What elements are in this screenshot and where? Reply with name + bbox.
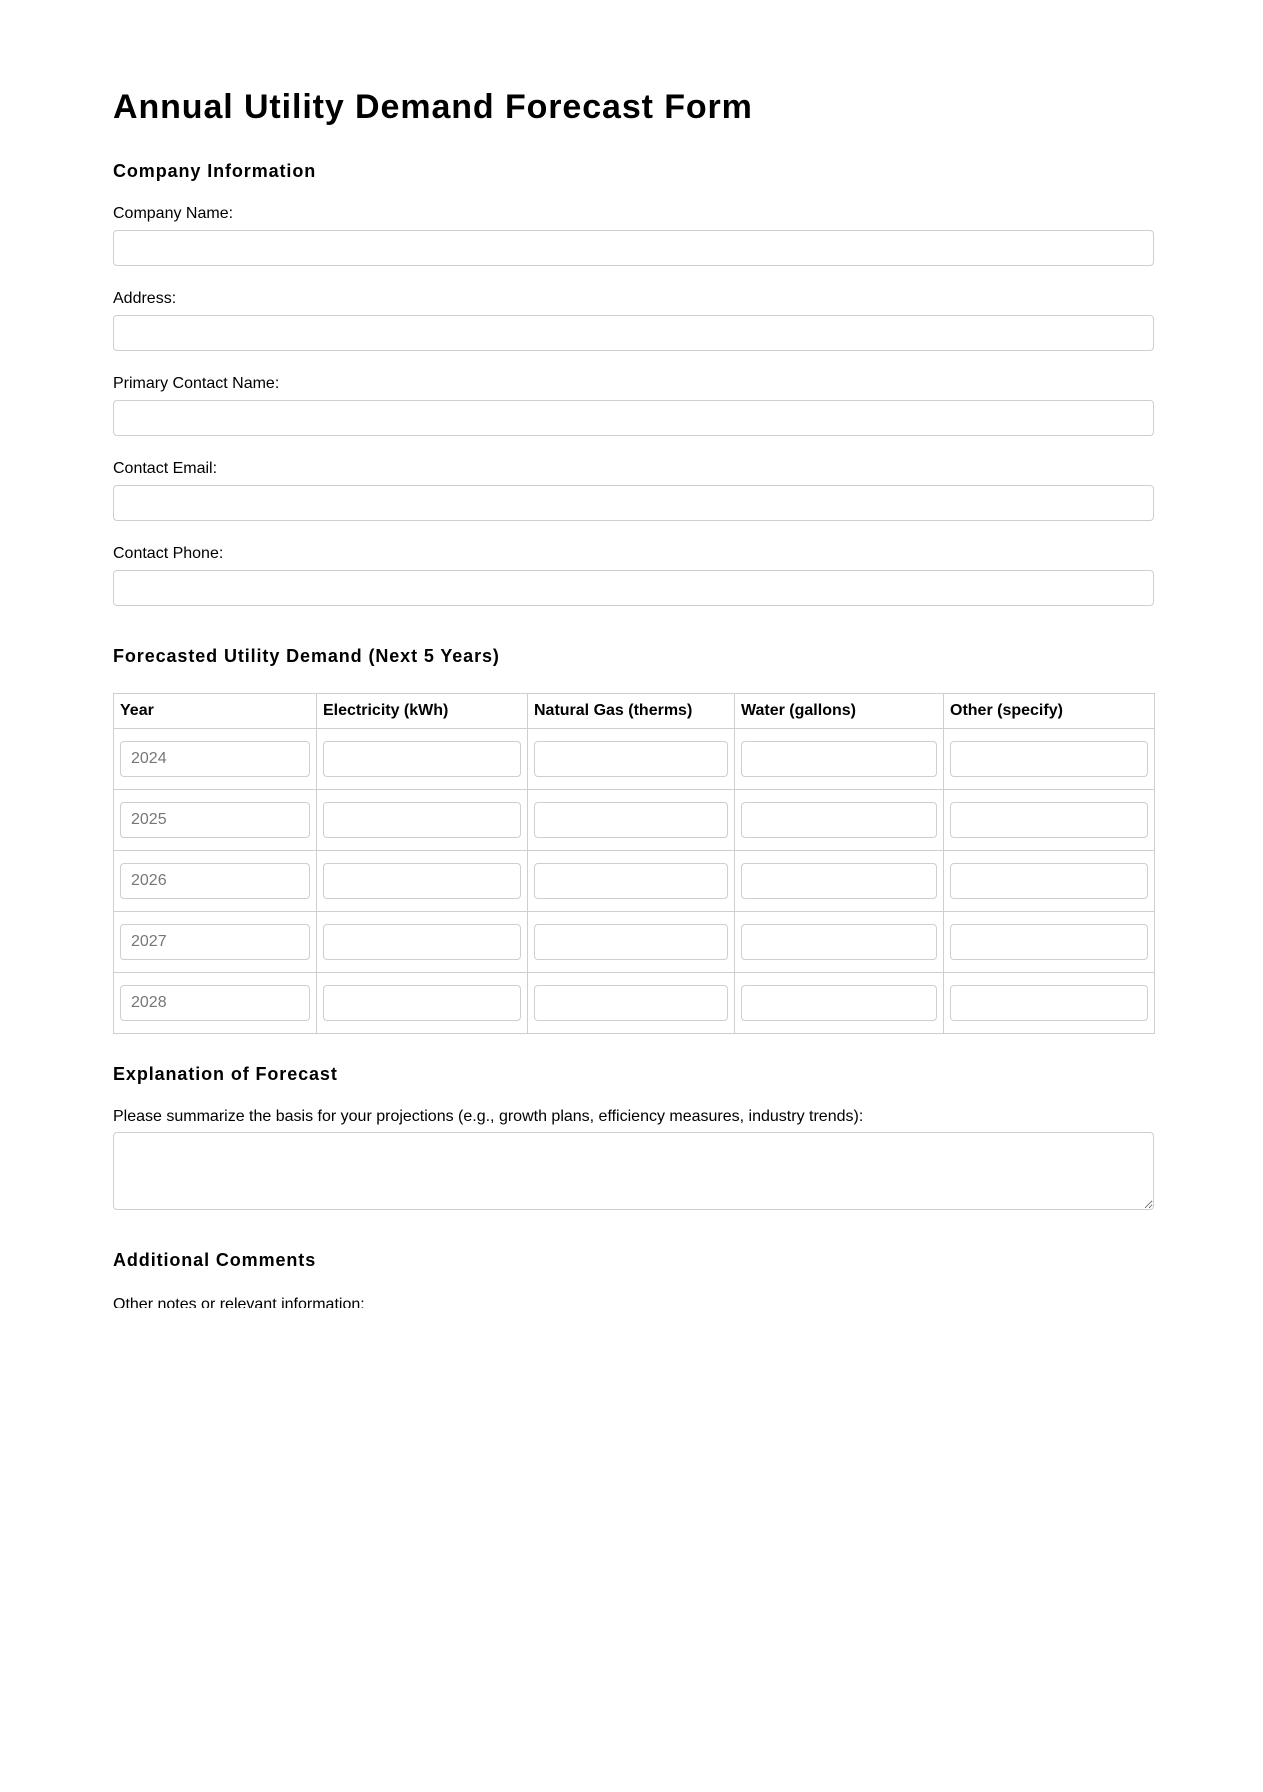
col-header-other: Other (specify) xyxy=(944,694,1155,729)
explanation-prompt: Please summarize the basis for your projections (e.g., growth plans, efficiency measures, industry trends): xyxy=(113,1108,864,1125)
table-row xyxy=(114,729,1155,790)
forecast-heading: Forecasted Utility Demand (Next 5 Years) xyxy=(113,646,500,666)
water-input[interactable] xyxy=(741,802,937,838)
water-input[interactable] xyxy=(741,985,937,1021)
year-input[interactable] xyxy=(120,863,310,899)
col-header-year: Year xyxy=(114,694,317,729)
year-input[interactable] xyxy=(120,985,310,1021)
natural-gas-input[interactable] xyxy=(534,863,728,899)
address-input[interactable] xyxy=(113,315,1154,351)
contact-phone-label: Contact Phone: xyxy=(113,545,224,562)
table-row xyxy=(114,973,1155,1034)
natural-gas-input[interactable] xyxy=(534,802,728,838)
explanation-heading: Explanation of Forecast xyxy=(113,1064,338,1084)
electricity-input[interactable] xyxy=(323,863,521,899)
other-input[interactable] xyxy=(950,863,1148,899)
contact-name-label: Primary Contact Name: xyxy=(113,375,280,392)
comments-prompt: Other notes or relevant information: xyxy=(113,1296,365,1308)
table-row xyxy=(114,790,1155,851)
explanation-textarea[interactable] xyxy=(113,1132,1154,1210)
address-label: Address: xyxy=(113,290,177,307)
electricity-input[interactable] xyxy=(323,802,521,838)
electricity-input[interactable] xyxy=(323,741,521,777)
comments-prompt-clip xyxy=(113,1296,365,1308)
water-input[interactable] xyxy=(741,924,937,960)
electricity-input[interactable] xyxy=(323,924,521,960)
year-input[interactable] xyxy=(120,924,310,960)
contact-email-input[interactable] xyxy=(113,485,1154,521)
other-input[interactable] xyxy=(950,985,1148,1021)
natural-gas-input[interactable] xyxy=(534,924,728,960)
other-input[interactable] xyxy=(950,802,1148,838)
natural-gas-input[interactable] xyxy=(534,741,728,777)
contact-email-label: Contact Email: xyxy=(113,460,218,477)
electricity-input[interactable] xyxy=(323,985,521,1021)
table-row xyxy=(114,851,1155,912)
col-header-water: Water (gallons) xyxy=(735,694,944,729)
contact-phone-input[interactable] xyxy=(113,570,1154,606)
comments-heading: Additional Comments xyxy=(113,1250,317,1270)
company-name-input[interactable] xyxy=(113,230,1154,266)
company-info-heading: Company Information xyxy=(113,161,317,181)
page-title: Annual Utility Demand Forecast Form xyxy=(113,88,753,126)
other-input[interactable] xyxy=(950,924,1148,960)
natural-gas-input[interactable] xyxy=(534,985,728,1021)
company-name-label: Company Name: xyxy=(113,205,234,222)
forecast-table xyxy=(113,693,1155,1034)
water-input[interactable] xyxy=(741,741,937,777)
contact-name-input[interactable] xyxy=(113,400,1154,436)
year-input[interactable] xyxy=(120,802,310,838)
other-input[interactable] xyxy=(950,741,1148,777)
forecast-header-row xyxy=(114,694,1155,729)
col-header-electricity: Electricity (kWh) xyxy=(317,694,528,729)
water-input[interactable] xyxy=(741,863,937,899)
year-input[interactable] xyxy=(120,741,310,777)
col-header-natural-gas: Natural Gas (therms) xyxy=(528,694,735,729)
table-row xyxy=(114,912,1155,973)
